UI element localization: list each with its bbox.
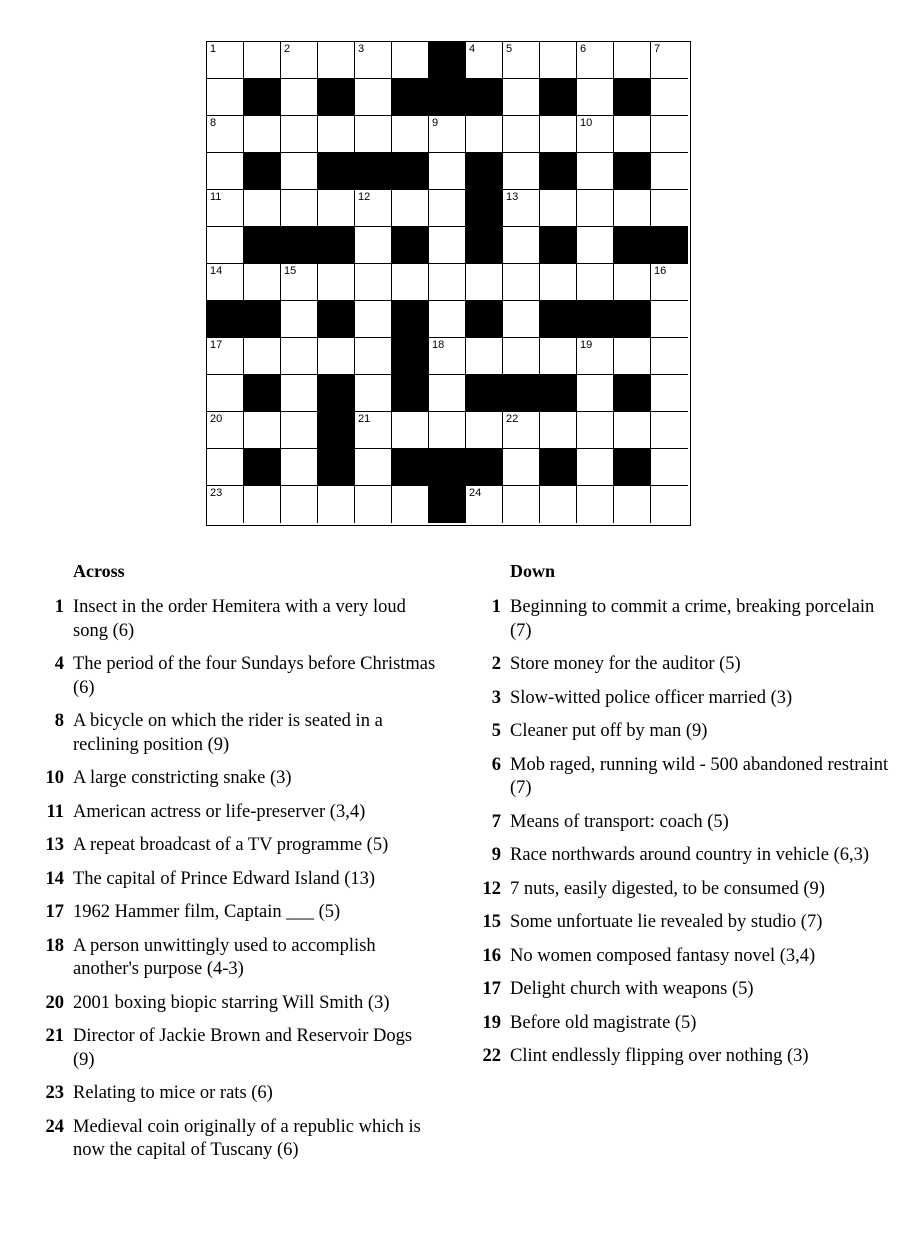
across-clue bbox=[36, 710, 436, 757]
grid-cell[interactable] bbox=[503, 116, 540, 153]
down-clue bbox=[473, 911, 893, 935]
grid-cell[interactable] bbox=[392, 264, 429, 301]
black-square bbox=[540, 375, 577, 412]
clue-text: Insect in the order Hemitera with a very loud song (6) bbox=[73, 597, 406, 641]
grid-cell[interactable] bbox=[281, 42, 318, 79]
clue-number: 8 bbox=[210, 117, 217, 129]
clue-text: 1962 Hammer film, Captain ___ (5) bbox=[73, 902, 341, 922]
clue-text: Delight church with weapons (5) bbox=[510, 979, 754, 999]
clue-number: 5 bbox=[506, 43, 513, 55]
clue-text: A repeat broadcast of a TV programme (5) bbox=[73, 835, 389, 855]
grid-cell[interactable] bbox=[466, 116, 503, 153]
black-square bbox=[392, 449, 429, 486]
grid-cell[interactable] bbox=[577, 79, 614, 116]
down-clue bbox=[473, 945, 893, 969]
grid-cell[interactable] bbox=[207, 42, 244, 79]
grid-cell[interactable] bbox=[392, 116, 429, 153]
clue-number: 9 bbox=[432, 117, 439, 129]
grid-cell[interactable] bbox=[429, 338, 466, 375]
grid-cell[interactable] bbox=[429, 412, 466, 449]
across-clue bbox=[36, 801, 436, 825]
black-square bbox=[318, 301, 355, 338]
grid-cell[interactable] bbox=[429, 153, 466, 190]
grid-cell[interactable] bbox=[355, 449, 392, 486]
grid-cell[interactable] bbox=[651, 449, 688, 486]
grid-cell[interactable] bbox=[540, 190, 577, 227]
grid-cell[interactable] bbox=[577, 116, 614, 153]
grid-cell[interactable] bbox=[281, 449, 318, 486]
grid-cell[interactable] bbox=[207, 227, 244, 264]
grid-cell[interactable] bbox=[614, 412, 651, 449]
black-square bbox=[318, 227, 355, 264]
grid-cell[interactable] bbox=[577, 375, 614, 412]
grid-cell[interactable] bbox=[318, 116, 355, 153]
clue-num: 1 bbox=[491, 597, 501, 617]
crossword-grid bbox=[206, 41, 691, 526]
clue-num: 19 bbox=[482, 1012, 501, 1033]
grid-cell[interactable] bbox=[503, 42, 540, 79]
black-square bbox=[614, 227, 651, 264]
clue-number: 20 bbox=[210, 413, 223, 425]
black-square bbox=[466, 375, 503, 412]
black-square bbox=[466, 190, 503, 227]
grid-cell[interactable] bbox=[577, 449, 614, 486]
clue-num: 14 bbox=[45, 868, 64, 889]
grid-cell[interactable] bbox=[244, 42, 281, 79]
grid-cell[interactable] bbox=[577, 264, 614, 301]
grid-cell[interactable] bbox=[651, 116, 688, 153]
down-clue-list bbox=[473, 596, 893, 1069]
grid-cell[interactable] bbox=[244, 486, 281, 523]
clue-text: American actress or life-preserver (3,4) bbox=[73, 801, 366, 822]
clue-num: 7 bbox=[491, 811, 501, 832]
grid-cell[interactable] bbox=[281, 338, 318, 375]
black-square bbox=[392, 301, 429, 338]
grid-cell[interactable] bbox=[281, 190, 318, 227]
black-square bbox=[392, 79, 429, 116]
grid-cell[interactable] bbox=[651, 375, 688, 412]
clue-text: The period of the four Sundays before Christmas (6) bbox=[73, 654, 436, 698]
clue-num: 12 bbox=[482, 878, 501, 899]
black-square bbox=[466, 301, 503, 338]
grid-cell[interactable] bbox=[466, 412, 503, 449]
black-square bbox=[466, 449, 503, 486]
grid-cell[interactable] bbox=[281, 486, 318, 523]
clue-text: Medieval coin originally of a republic which is now the capital of Tuscany (6) bbox=[73, 1116, 421, 1160]
across-clue bbox=[36, 1025, 436, 1072]
grid-cell[interactable] bbox=[392, 412, 429, 449]
grid-cell[interactable] bbox=[503, 486, 540, 523]
black-square bbox=[244, 227, 281, 264]
grid-cell[interactable] bbox=[503, 227, 540, 264]
grid-cell[interactable] bbox=[207, 375, 244, 412]
grid-cell[interactable] bbox=[281, 153, 318, 190]
across-clue bbox=[36, 1082, 436, 1106]
clue-number: 14 bbox=[210, 265, 223, 277]
black-square bbox=[281, 227, 318, 264]
grid-cell[interactable] bbox=[244, 412, 281, 449]
clue-num: 17 bbox=[45, 902, 64, 922]
across-clue bbox=[36, 992, 436, 1016]
grid-cell[interactable] bbox=[577, 412, 614, 449]
across-clue bbox=[36, 901, 436, 925]
clue-number: 11 bbox=[210, 191, 222, 203]
clue-num: 1 bbox=[54, 597, 64, 617]
across-heading: Across bbox=[73, 561, 125, 581]
black-square bbox=[244, 153, 281, 190]
grid-cell[interactable] bbox=[207, 486, 244, 523]
black-square bbox=[577, 301, 614, 338]
down-clue bbox=[473, 653, 893, 677]
clue-number: 4 bbox=[469, 43, 476, 55]
grid-cell[interactable] bbox=[577, 190, 614, 227]
grid-cell[interactable] bbox=[244, 338, 281, 375]
clue-num: 22 bbox=[482, 1046, 501, 1066]
black-square bbox=[392, 338, 429, 375]
clue-number: 18 bbox=[432, 339, 445, 351]
grid-cell[interactable] bbox=[651, 412, 688, 449]
grid-cell[interactable] bbox=[355, 412, 392, 449]
grid-cell[interactable] bbox=[577, 153, 614, 190]
grid-cell[interactable] bbox=[651, 190, 688, 227]
clue-num: 24 bbox=[45, 1116, 64, 1137]
black-square bbox=[614, 449, 651, 486]
grid-cell[interactable] bbox=[503, 190, 540, 227]
grid-cell[interactable] bbox=[281, 412, 318, 449]
grid-cell[interactable] bbox=[503, 264, 540, 301]
clue-number: 12 bbox=[358, 191, 371, 203]
clue-text: Before old magistrate (5) bbox=[510, 1012, 697, 1033]
clue-num: 2 bbox=[491, 654, 501, 674]
black-square bbox=[651, 227, 688, 264]
across-clues bbox=[36, 560, 436, 1173]
grid-cell[interactable] bbox=[540, 264, 577, 301]
grid-cell[interactable] bbox=[207, 338, 244, 375]
grid-cell[interactable] bbox=[355, 338, 392, 375]
clue-number: 21 bbox=[358, 413, 371, 425]
grid-cell[interactable] bbox=[244, 116, 281, 153]
grid-cell[interactable] bbox=[429, 116, 466, 153]
clue-number: 15 bbox=[284, 265, 297, 277]
clue-text: Clint endlessly flipping over nothing (3) bbox=[510, 1046, 809, 1066]
black-square bbox=[244, 375, 281, 412]
clue-text: Slow-witted police officer married (3) bbox=[510, 687, 793, 708]
across-clue bbox=[36, 935, 436, 982]
clue-number: 17 bbox=[210, 339, 223, 351]
clue-num: 8 bbox=[54, 711, 64, 731]
grid-cell[interactable] bbox=[429, 227, 466, 264]
grid-cell[interactable] bbox=[392, 190, 429, 227]
grid-cell[interactable] bbox=[577, 486, 614, 523]
down-clue bbox=[473, 687, 893, 711]
grid-cell[interactable] bbox=[503, 412, 540, 449]
grid-cell[interactable] bbox=[503, 79, 540, 116]
clue-text: Means of transport: coach (5) bbox=[510, 811, 729, 832]
grid-cell[interactable] bbox=[429, 190, 466, 227]
black-square bbox=[318, 412, 355, 449]
grid-cell[interactable] bbox=[503, 153, 540, 190]
grid-cell[interactable] bbox=[614, 190, 651, 227]
grid-cell[interactable] bbox=[281, 79, 318, 116]
across-clue bbox=[36, 653, 436, 700]
down-clues bbox=[473, 560, 893, 1079]
black-square bbox=[392, 375, 429, 412]
black-square bbox=[614, 301, 651, 338]
clue-num: 16 bbox=[482, 945, 501, 966]
black-square bbox=[207, 301, 244, 338]
grid-cell[interactable] bbox=[577, 227, 614, 264]
grid-cell[interactable] bbox=[355, 42, 392, 79]
grid-cell[interactable] bbox=[355, 190, 392, 227]
grid-cell[interactable] bbox=[651, 301, 688, 338]
clue-number: 13 bbox=[506, 191, 519, 203]
grid-cell[interactable] bbox=[244, 190, 281, 227]
black-square bbox=[466, 153, 503, 190]
grid-cell[interactable] bbox=[540, 116, 577, 153]
clue-number: 1 bbox=[210, 43, 217, 55]
clue-number: 6 bbox=[580, 43, 587, 55]
black-square bbox=[540, 227, 577, 264]
black-square bbox=[540, 301, 577, 338]
black-square bbox=[540, 449, 577, 486]
grid-cell[interactable] bbox=[577, 42, 614, 79]
black-square bbox=[429, 449, 466, 486]
grid-cell[interactable] bbox=[651, 264, 688, 301]
clue-text: A person unwittingly used to accomplish another's purpose (4-3) bbox=[73, 935, 376, 979]
clue-text: A bicycle on which the rider is seated in a reclining position (9) bbox=[73, 711, 383, 755]
grid-cell[interactable] bbox=[207, 449, 244, 486]
black-square bbox=[318, 449, 355, 486]
clue-number: 16 bbox=[654, 265, 667, 277]
clue-num: 18 bbox=[45, 935, 64, 956]
grid-cell[interactable] bbox=[540, 412, 577, 449]
grid-cell[interactable] bbox=[651, 486, 688, 523]
clue-text: Mob raged, running wild - 500 abandoned restraint (7) bbox=[510, 754, 889, 798]
across-clue bbox=[36, 1116, 436, 1163]
grid-cell[interactable] bbox=[318, 42, 355, 79]
across-clue-list bbox=[36, 596, 436, 1163]
grid-cell[interactable] bbox=[503, 449, 540, 486]
clue-num: 3 bbox=[491, 687, 501, 708]
down-clue bbox=[473, 720, 893, 744]
down-heading: Down bbox=[510, 561, 556, 581]
black-square bbox=[540, 79, 577, 116]
grid-cell[interactable] bbox=[614, 486, 651, 523]
black-square bbox=[429, 486, 466, 523]
clue-number: 7 bbox=[654, 43, 661, 55]
clue-text: Relating to mice or rats (6) bbox=[73, 1083, 273, 1103]
grid-cell[interactable] bbox=[466, 338, 503, 375]
grid-cell[interactable] bbox=[466, 486, 503, 523]
grid-cell[interactable] bbox=[355, 375, 392, 412]
grid-cell[interactable] bbox=[466, 42, 503, 79]
down-clue bbox=[473, 596, 893, 643]
black-square bbox=[614, 375, 651, 412]
grid-cell[interactable] bbox=[651, 79, 688, 116]
black-square bbox=[318, 79, 355, 116]
clue-text: No women composed fantasy novel (3,4) bbox=[510, 945, 816, 966]
grid-cell[interactable] bbox=[614, 264, 651, 301]
grid-cell[interactable] bbox=[281, 375, 318, 412]
clue-num: 15 bbox=[482, 912, 501, 932]
grid-cell[interactable] bbox=[207, 79, 244, 116]
clue-text: Director of Jackie Brown and Reservoir Dogs (9) bbox=[73, 1026, 413, 1070]
grid-cell[interactable] bbox=[207, 412, 244, 449]
grid-cell[interactable] bbox=[355, 264, 392, 301]
clue-number: 2 bbox=[284, 43, 291, 55]
grid-cell[interactable] bbox=[429, 264, 466, 301]
black-square bbox=[466, 227, 503, 264]
grid-cell[interactable] bbox=[429, 375, 466, 412]
across-clue bbox=[36, 767, 436, 791]
black-square bbox=[466, 79, 503, 116]
grid-cell[interactable] bbox=[207, 264, 244, 301]
grid-cell[interactable] bbox=[577, 338, 614, 375]
down-clue bbox=[473, 1045, 893, 1069]
grid-cell[interactable] bbox=[207, 153, 244, 190]
grid-cell[interactable] bbox=[281, 116, 318, 153]
grid-cell[interactable] bbox=[503, 301, 540, 338]
grid-cell[interactable] bbox=[355, 486, 392, 523]
clue-num: 17 bbox=[482, 979, 501, 999]
black-square bbox=[503, 375, 540, 412]
grid-cell[interactable] bbox=[651, 338, 688, 375]
grid-cell[interactable] bbox=[540, 338, 577, 375]
black-square bbox=[244, 301, 281, 338]
grid-cell[interactable] bbox=[355, 116, 392, 153]
grid-cell[interactable] bbox=[651, 153, 688, 190]
clue-num: 9 bbox=[491, 845, 501, 865]
grid-cell[interactable] bbox=[355, 79, 392, 116]
grid-cell[interactable] bbox=[207, 116, 244, 153]
grid-cell[interactable] bbox=[281, 301, 318, 338]
across-clue bbox=[36, 868, 436, 892]
clue-num: 5 bbox=[491, 721, 501, 741]
down-clue bbox=[473, 978, 893, 1002]
clue-number: 22 bbox=[506, 413, 519, 425]
clue-text: Race northwards around country in vehicle (6,3) bbox=[510, 845, 870, 865]
clue-number: 3 bbox=[358, 43, 365, 55]
grid-cell[interactable] bbox=[614, 42, 651, 79]
grid-cell[interactable] bbox=[318, 338, 355, 375]
down-clue bbox=[473, 811, 893, 835]
grid-cell[interactable] bbox=[207, 190, 244, 227]
grid-cell[interactable] bbox=[318, 264, 355, 301]
clue-number: 23 bbox=[210, 487, 223, 499]
clue-number: 24 bbox=[469, 487, 482, 499]
grid-cell[interactable] bbox=[392, 42, 429, 79]
black-square bbox=[429, 79, 466, 116]
grid-cell[interactable] bbox=[540, 486, 577, 523]
grid-cell[interactable] bbox=[429, 301, 466, 338]
black-square bbox=[244, 79, 281, 116]
black-square bbox=[318, 153, 355, 190]
down-clue bbox=[473, 1012, 893, 1036]
clue-number: 19 bbox=[580, 339, 593, 351]
black-square bbox=[614, 79, 651, 116]
clue-num: 6 bbox=[491, 754, 501, 775]
grid-cell[interactable] bbox=[318, 190, 355, 227]
clue-text: 7 nuts, easily digested, to be consumed (9) bbox=[510, 878, 825, 899]
clue-text: Cleaner put off by man (9) bbox=[510, 721, 708, 741]
black-square bbox=[392, 227, 429, 264]
clue-num: 10 bbox=[45, 768, 64, 788]
across-clue bbox=[36, 834, 436, 858]
clue-text: A large constricting snake (3) bbox=[73, 768, 292, 788]
down-clue bbox=[473, 878, 893, 902]
clue-num: 23 bbox=[45, 1083, 64, 1103]
across-clue bbox=[36, 596, 436, 643]
clue-num: 4 bbox=[54, 654, 64, 674]
clue-num: 11 bbox=[46, 801, 64, 822]
grid-cell[interactable] bbox=[614, 116, 651, 153]
grid-cell[interactable] bbox=[614, 338, 651, 375]
black-square bbox=[540, 153, 577, 190]
grid-cell[interactable] bbox=[651, 42, 688, 79]
black-square bbox=[244, 449, 281, 486]
grid-cell[interactable] bbox=[355, 301, 392, 338]
black-square bbox=[392, 153, 429, 190]
grid-cell[interactable] bbox=[318, 486, 355, 523]
clue-text: 2001 boxing biopic starring Will Smith (3) bbox=[73, 992, 390, 1013]
black-square bbox=[429, 42, 466, 79]
grid-cell[interactable] bbox=[503, 338, 540, 375]
clue-number: 10 bbox=[580, 117, 593, 129]
clue-text: The capital of Prince Edward Island (13) bbox=[73, 868, 376, 889]
clue-num: 21 bbox=[45, 1026, 64, 1046]
grid-cell[interactable] bbox=[540, 42, 577, 79]
black-square bbox=[318, 375, 355, 412]
down-clue bbox=[473, 754, 893, 801]
clue-text: Beginning to commit a crime, breaking porcelain (7) bbox=[510, 597, 875, 641]
clue-text: Store money for the auditor (5) bbox=[510, 654, 741, 674]
down-clue bbox=[473, 844, 893, 868]
black-square bbox=[355, 153, 392, 190]
black-square bbox=[614, 153, 651, 190]
grid-cell[interactable] bbox=[281, 264, 318, 301]
grid-cell[interactable] bbox=[355, 227, 392, 264]
clue-num: 20 bbox=[45, 992, 64, 1013]
grid-cell[interactable] bbox=[466, 264, 503, 301]
clue-num: 13 bbox=[45, 835, 64, 855]
clue-text: Some unfortuate lie revealed by studio (7) bbox=[510, 912, 823, 932]
grid-cell[interactable] bbox=[244, 264, 281, 301]
grid-cell[interactable] bbox=[392, 486, 429, 523]
